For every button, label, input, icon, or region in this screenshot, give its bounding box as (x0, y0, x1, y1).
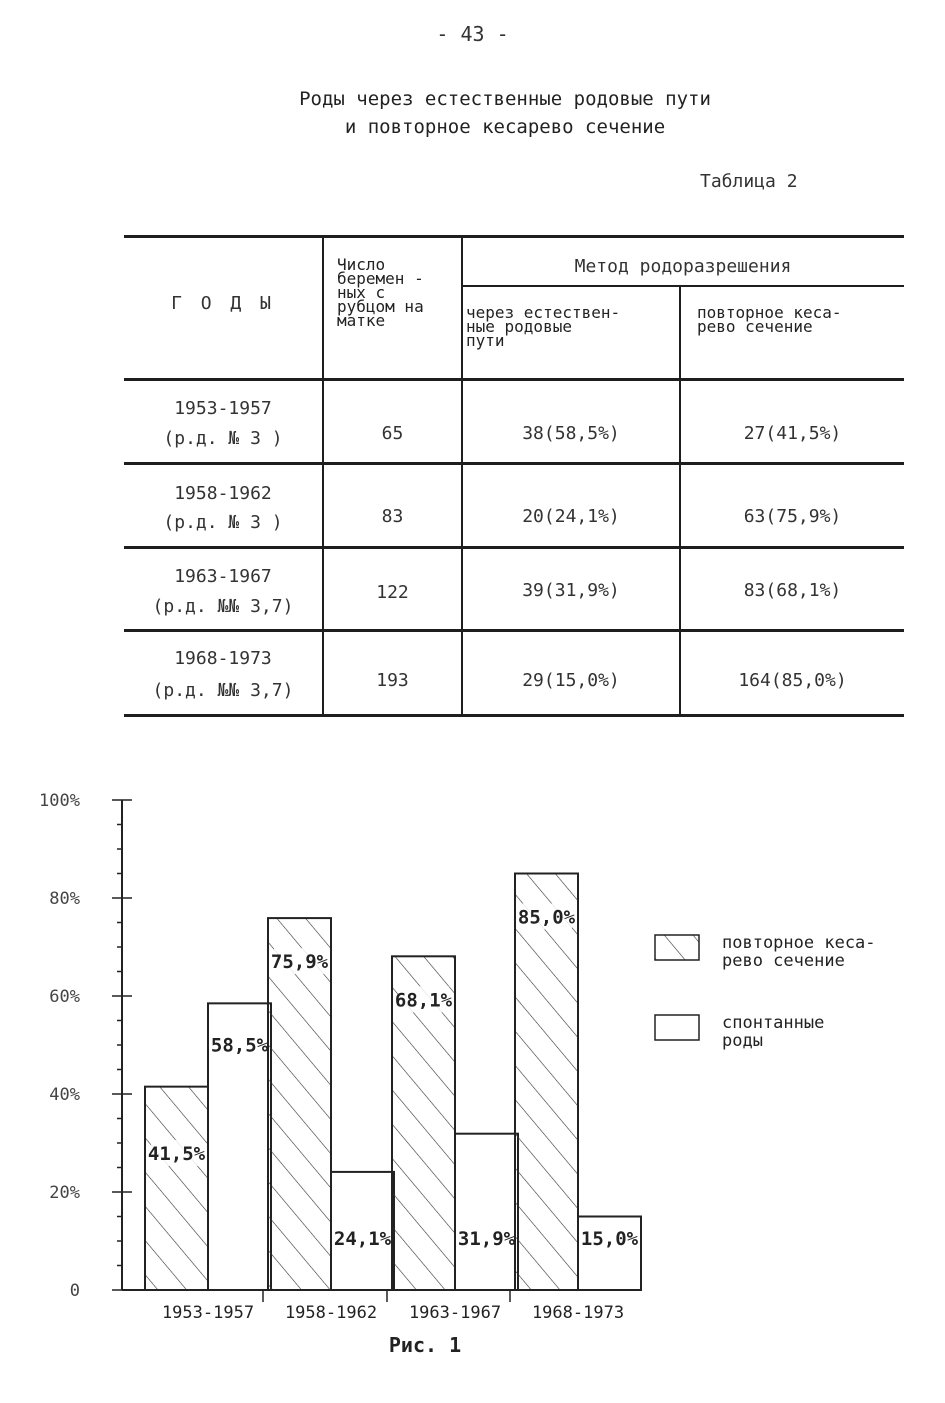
table-bottom-rule (124, 714, 904, 717)
y-tick-label: 100% (39, 791, 80, 811)
header-natural-line: ные родовые (466, 317, 572, 336)
table-method-rule (462, 285, 904, 287)
table-col-divider (679, 286, 681, 716)
header-method: Метод родоразрешения (574, 256, 792, 277)
bar-cesarean (145, 1087, 208, 1290)
y-tick-label: 60% (49, 987, 80, 1007)
row-cesarean: 27(41,5%) (743, 423, 842, 444)
bar-value-label: 75,9% (270, 951, 329, 974)
legend-label: рево сечение (722, 951, 845, 971)
row-count: 83 (381, 506, 404, 527)
table-col-divider (322, 237, 324, 716)
figure-caption: Рис. 1 (388, 1333, 462, 1357)
table-label: Таблица 2 (700, 171, 798, 192)
title-line-2: и повторное кесарево сечение (344, 116, 666, 138)
header-natural (466, 303, 678, 350)
title-line-1: Роды через естественные родовые пути (299, 88, 711, 110)
row-clinic: (р.д. № 3 ) (163, 428, 283, 449)
row-clinic: (р.д. №№ 3,7) (152, 596, 294, 617)
bar-spontaneous (455, 1134, 518, 1290)
row-count: 122 (376, 582, 409, 603)
bar-chart (0, 760, 945, 1320)
row-count: 193 (376, 670, 409, 691)
table-row-rule (124, 546, 904, 549)
y-tick-label: 40% (49, 1085, 80, 1105)
table-row-rule (124, 629, 904, 632)
bar-value-label: 15,0% (580, 1228, 639, 1250)
row-years: 1968-1973 (174, 648, 272, 669)
header-cesarean-line: повторное кеса- (697, 303, 842, 322)
row-years: 1958-1962 (174, 483, 272, 504)
row-years: 1963-1967 (174, 566, 272, 587)
bar-value-label: 41,5% (147, 1143, 206, 1165)
header-count (337, 255, 463, 330)
legend-label: спонтанные (722, 1013, 825, 1033)
row-natural: 29(15,0%) (522, 670, 620, 691)
x-tick-label: 1958-1962 (284, 1303, 378, 1320)
bar-value-label: 31,9% (457, 1228, 516, 1250)
bar-value-label: 68,1% (394, 989, 453, 1012)
row-cesarean: 164(85,0%) (738, 670, 847, 691)
bar-value-label: 24,1% (333, 1228, 392, 1250)
header-cesarean (697, 303, 902, 336)
x-tick-label: 1968-1973 (531, 1303, 625, 1320)
x-tick-label: 1953-1957 (161, 1303, 255, 1320)
header-years: Г О Д Ы (171, 293, 275, 314)
row-clinic: (р.д. №№ 3,7) (152, 680, 294, 701)
bar-value-label: 85,0% (517, 906, 576, 929)
legend-label: роды (722, 1031, 763, 1051)
header-count-line: беремен - (337, 269, 424, 288)
legend-label: повторное кеса- (722, 933, 876, 953)
row-cesarean: 83(68,1%) (743, 580, 842, 601)
header-count-line: рубцом на (337, 297, 424, 316)
header-count-line: матке (337, 311, 386, 330)
row-years: 1953-1957 (174, 398, 272, 419)
bar-value-label: 58,5% (210, 1034, 269, 1057)
row-cesarean: 63(75,9%) (743, 506, 842, 527)
legend-swatch (655, 1015, 699, 1040)
y-tick-label: 0 (69, 1281, 80, 1301)
page-number: - 43 - (436, 22, 509, 46)
row-natural: 38(58,5%) (522, 423, 620, 444)
header-cesarean-line: рево сечение (697, 317, 813, 336)
header-count-line: Число (337, 255, 386, 274)
row-clinic: (р.д. № 3 ) (163, 512, 283, 533)
table-row-rule (124, 462, 904, 465)
header-natural-line: пути (466, 331, 505, 350)
x-tick-label: 1963-1967 (408, 1303, 502, 1320)
y-tick-label: 20% (49, 1183, 80, 1203)
row-natural: 39(31,9%) (522, 580, 620, 601)
header-natural-line: через естествен- (466, 303, 621, 322)
header-count-line: ных с (337, 283, 386, 302)
table-header-rule (124, 378, 904, 381)
legend-swatch (655, 935, 699, 960)
table-top-rule (124, 235, 904, 238)
row-count: 65 (381, 423, 404, 444)
y-tick-label: 80% (49, 889, 80, 909)
bar-cesarean (515, 874, 578, 1291)
row-natural: 20(24,1%) (522, 506, 620, 527)
